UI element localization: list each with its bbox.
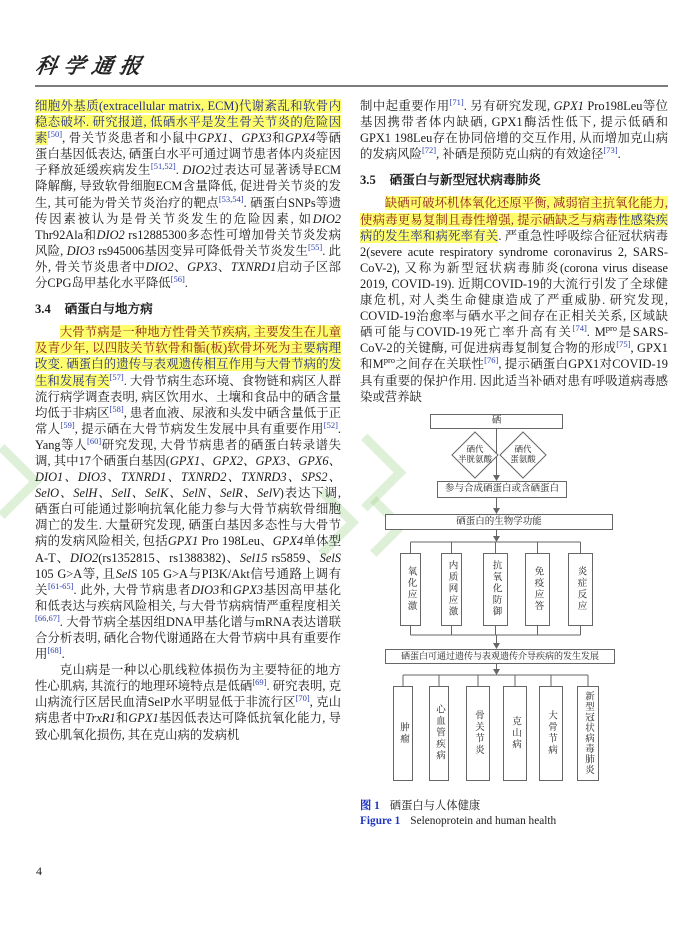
node-er-stress: 内质网应激 <box>441 553 462 626</box>
paragraph-keshan-cont: 制中起重要作用[71]. 另有研究发现, GPX1 Pro198Leu等位基因携带者体内缺硒, GPX1酶活性低下, 提示低硒和GPX1 198Leu存在协同倍增的交互作用, 从而增加克山病的发病风险[72], 补硒是预防克山病的有效途径[73]. <box>360 96 669 162</box>
page-number: 4 <box>36 864 42 878</box>
node-oxidative-stress: 氧化应激 <box>400 553 421 626</box>
node-keshan-disease: 克山病 <box>503 686 527 781</box>
node-tumor: 肿瘤 <box>393 686 413 781</box>
paragraph-osteoarthritis: 细胞外基质(extracellular matrix, ECM)代谢紊乱和软骨内稳态破坏. 研究报道, 低硒水平是发生骨关节炎的危险因素[50], 骨关节炎患者和小鼠中GPX1、GPX3和GPX4等硒蛋白基因低表达, 硒蛋白水平可通过调节患者体内炎症因子释放延缓疾病发生[51,52]. DIO2过表达可显著诱导ECM降解酶, 导致软骨细胞ECM含量降低, 促进骨关节炎的发生, 其可能为骨关节炎治疗的靶点[53,54]. 硒蛋白SNPs等遗传因素被认为是骨关节炎发生的危险因素, 如DIO2 Thr92Ala和DIO2 rs12885300多态性可增加骨关节炎发病风险, DIO3 rs945006基因变异可降低骨关节炎发生[55]. 此外, 骨关节炎患者中DIO2、GPX3、TXNRD1启动子区部分CPG岛甲基化水平降低[56]. <box>35 99 342 291</box>
figure-caption-en: Figure 1 Selenoprotein and human health <box>360 814 557 827</box>
node-covid19: 新型冠状病毒肺炎 <box>577 686 599 781</box>
section-heading-3-5 <box>360 172 668 188</box>
node-cardiovascular-disease: 心血管疾病 <box>429 686 449 781</box>
node-inflammation: 炎症反应 <box>568 553 593 626</box>
section-number: 3.4 <box>35 302 51 317</box>
node-selenocysteine: 硒代 半胱氨酸 <box>457 443 492 464</box>
node-kashin-beck-disease: 大骨节病 <box>539 686 563 781</box>
figure-caption <box>360 799 668 829</box>
node-osteoarthritis: 骨关节炎 <box>466 686 490 781</box>
right-column <box>360 98 668 829</box>
node-synthesis: 参与合成硒蛋白或含硒蛋白 <box>437 481 567 498</box>
node-immune-response: 免疫应答 <box>525 553 550 626</box>
figure-1-flowchart <box>360 411 668 789</box>
section-title: 硒蛋白与新型冠状病毒肺炎 <box>389 173 541 188</box>
paragraph-kashin-beck: 大骨节病是一种地方性骨关节疾病, 主要发生在儿童及青少年, 以四肢关节软骨和骺(板)软骨坏死为主要病理改变. 硒蛋白的遗传与表观遗传相互作用与大骨节病的发生和发展有关[57]. 大骨节病生态环境、食物链和病区人群流行病学调查表明, 病区饮用水、土壤和食品中的硒含量均低于非病区[58], 患者血液、尿液和头发中硒含量低于正常人[59], 提示硒在大骨节病发生发展中具有重要作用[52]. Yang等人[60]研究发现, 大骨节病患者的硒蛋白转录谱失调, 其中17个硒蛋白基因(GPX1、GPX2、GPX3、GPX6、DIO1、DIO3、TXNRD1、TXNRD2、TXNRD3、SPS2、SelO、SelH、SelI、SelK、SelN、SelR、SelV)表达下调, 硒蛋白可能通过影响抗氧化能力参与大骨节病软骨细胞凋亡的发生. 大量研究发现, 硒蛋白基因多态性与大骨节病的发病风险相关, 包括GPX1 Pro 198Leu、GPX4单体型A-T、DIO2(rs1352815、rs1388382)、Sel15 rs5859、SelS 105 G>A等, 且SelS 105 G>A与PI3K/Akt信号通路上调有关[61-65]. 此外, 大骨节病患者DIO3和GPX3基因高甲基化和低表达与疾病风险相关, 与大骨节病病情严重程度相关[66,67]. 大骨节病全基因组DNA甲基化谱与mRNA表达谱联合分析表明, 硒化合物代谢通路在大骨节病中具有重要作用[68]. <box>35 325 342 662</box>
figure-caption-cn-label: 图 1 <box>360 799 380 812</box>
paragraph-covid: 缺硒可破坏机体氧化还原平衡, 减弱宿主抗氧化能力, 使病毒更易复制且毒性增强, 提示硒缺乏与病毒性感染疾病的发生率和病死率有关. 严重急性呼吸综合征冠状病毒2(severe acute respiratory syndrome coronavirus 2, SARS-CoV-2), 又称为新型冠状病毒肺炎(corona virus disease 2019, COVID-19). 近期COVID-19的大流行引发了全球健康危机, 对人类生命健康造成了严重威胁. 研究发现, COVID-19治愈率与硒水平之间存在正相关关系, 区域缺硒可能与COVID-19死亡率升高有关[74]. $M^{pro}$是SARS-CoV-2的关键酶, 可促进病毒复制复合物的形成[75], GPX1和$M^{pro}$之间存在关联性[76], 提示硒蛋白GPX1对COVID-19具有重要的保护作用. 因此适当补硒对患有呼吸道病毒感染或营养缺 <box>360 196 669 404</box>
left-column <box>35 98 341 743</box>
figure-caption-en-label: Figure 1 <box>360 814 401 827</box>
node-selenomethionine: 硒代 蛋氨酸 <box>510 443 536 464</box>
journal-logo: 科学通报 <box>33 54 150 78</box>
node-selenium: 硒 <box>430 414 563 429</box>
section-title: 硒蛋白与地方病 <box>64 302 153 317</box>
paragraph-keshan: 克山病是一种以心肌线粒体损伤为主要特征的地方性心肌病, 其流行的地理环境特点是低硒[69]. 研究表明, 克山病流行区居民血清SelP水平明显低于非流行区[70], 克山病患者中TrxR1和GPX1基因低表达可降低抗氧化能力, 导致心肌氧化损伤, 其在克山病的发病机 <box>35 663 342 742</box>
header-rule <box>35 85 668 87</box>
section-heading-3-4 <box>35 301 341 317</box>
figure-caption-cn: 图 1 硒蛋白与人体健康 <box>360 799 481 812</box>
section-number: 3.5 <box>360 173 376 188</box>
node-genetic-epigenetic-mediation: 硒蛋白可通过遗传与表观遗传介导疾病的发生发展 <box>385 649 615 664</box>
node-antioxidant-defense: 抗氧化防御 <box>483 553 508 626</box>
node-biological-function: 硒蛋白的生物学功能 <box>385 514 613 530</box>
